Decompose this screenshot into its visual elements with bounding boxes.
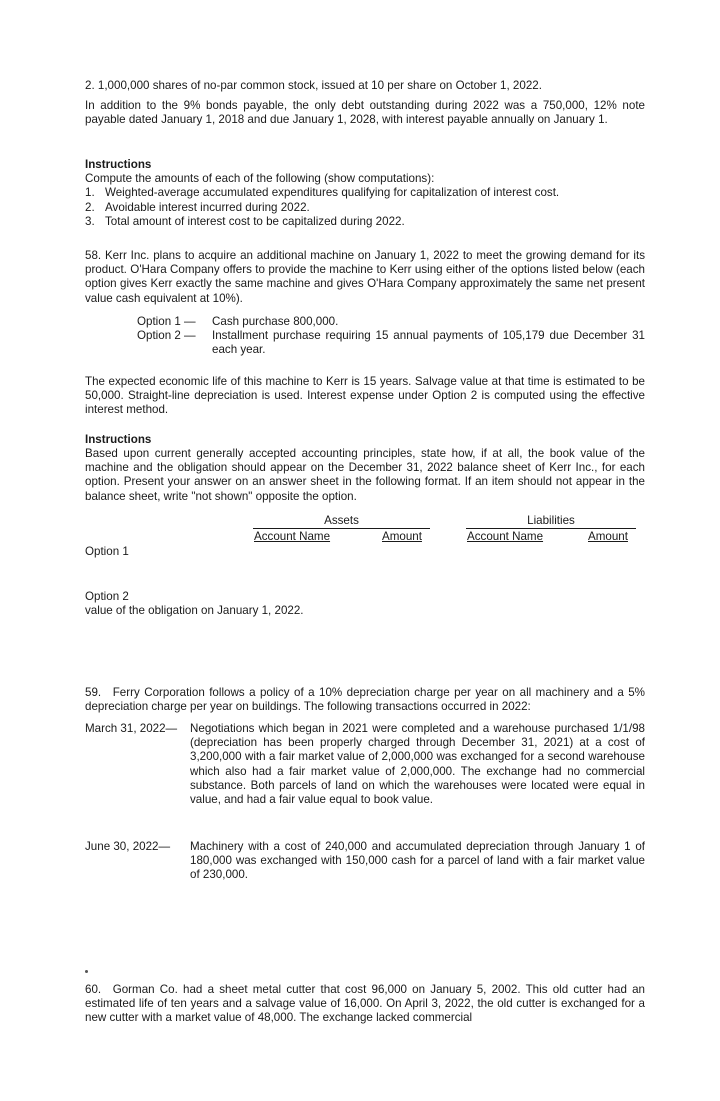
list-text: Avoidable interest incurred during 2022. (105, 200, 310, 214)
transaction-text: Machinery with a cost of 240,000 and accumulated depreciation through January 1 of 180,000 was exchanged with 150,000 cash for a parcel of land with a fair market value of 230,000. (190, 840, 645, 882)
option-2-note: value of the obligation on January 1, 2022. (85, 604, 304, 617)
column-header: Account Name (467, 530, 544, 543)
liabilities-rule (466, 528, 636, 529)
list-text: Weighted-average accumulated expenditures qualifying for capitalization of interest cost. (105, 186, 560, 200)
list-number: 3. (85, 214, 95, 228)
column-header: Amount (382, 530, 422, 543)
assets-header: Assets (324, 514, 359, 527)
transaction-june (85, 840, 645, 883)
problem-58-intro: 58. Kerr Inc. plans to acquire an additional machine on January 1, 2022 to meet the growing demand for its product. O'Hara Company offers to provide the machine to Kerr using either of the options listed below (each option gives Kerr exactly the same machine and gives O'Hara Company approximately the same net present value cash equivalent at 10%). (85, 249, 645, 305)
problem-item-2: 2. 1,000,000 shares of no-par common stock, issued at 10 per share on October 1, 2022. (85, 79, 542, 92)
instructions-heading: Instructions (85, 158, 152, 171)
column-header: Account Name (254, 530, 331, 543)
row-label-option-1: Option 1 (85, 545, 129, 558)
list-item (85, 201, 645, 215)
debt-paragraph: In addition to the 9% bonds payable, the only debt outstanding during 2022 was a 750,000, 12% note payable dated January 1, 2018 and due January 1, 2028, with interest payable annually on January 1. (85, 99, 645, 127)
problem-60: 60. Gorman Co. had a sheet metal cutter that cost 96,000 on January 5, 2002. This old cutter had an estimated life of ten years and a salvage value of 16,000. On April 3, 2022, the old cutter is exchanged for a new cutter with a market value of 48,000. The exchange lacked commercial (85, 983, 645, 1025)
row-label-option-2: Option 2 (85, 590, 129, 603)
option-label: Option 1 — (137, 315, 196, 328)
option-text: Cash purchase 800,000. (212, 315, 339, 328)
list-number: 2. (85, 200, 95, 214)
list-item (85, 215, 645, 229)
list-text: Total amount of interest cost to be capitalized during 2022. (105, 214, 405, 228)
liabilities-header: Liabilities (527, 514, 575, 527)
option-row (137, 329, 645, 357)
transaction-date: March 31, 2022— (85, 722, 178, 735)
stray-mark (85, 970, 88, 973)
option-text: Installment purchase requiring 15 annual payments of 105,179 due December 31 each year. (212, 329, 645, 357)
option-label: Option 2 — (137, 329, 196, 343)
transaction-date: June 30, 2022— (85, 840, 171, 853)
instructions-heading-2: Instructions (85, 433, 152, 446)
list-number: 1. (85, 186, 95, 200)
options-list (137, 315, 645, 358)
problem-59-intro: 59. Ferry Corporation follows a policy of a 10% depreciation charge per year on all machinery and a 5% depreciation charge per year on buildings. The following transactions occurred in 2022: (85, 686, 645, 714)
list-item (85, 186, 645, 200)
transaction-text: Negotiations which began in 2021 were completed and a warehouse purchased 1/1/98 (depreciation has been properly charged through December 31, 2021) at a cost of 3,200,000 with a fair market value of 2,000,000 was exchanged for a second warehouse which also had a fair market value of 2,000,000. The exchange had no commercial substance. Both parcels of land on which the warehouses were located were equal in value, and had a fair value equal to book value. (190, 722, 645, 807)
transaction-march (85, 722, 645, 807)
assets-rule (253, 528, 430, 529)
instructions-block-1 (85, 158, 645, 229)
instructions-intro: Compute the amounts of each of the following (show computations): (85, 172, 435, 186)
column-header: Amount (588, 530, 628, 543)
instructions-text-2: Based upon current generally accepted accounting principles, state how, if at all, the book value of the machine and the obligation should appear on the December 31, 2022 balance sheet of Kerr Inc., for each option. Present your answer on an answer sheet in the following format. If an item should not appear in the balance sheet, write "not shown" opposite the option. (85, 447, 645, 503)
option-row (137, 315, 645, 329)
machine-life-paragraph: The expected economic life of this machine to Kerr is 15 years. Salvage value at that time is estimated to be 50,000. Straight-line depreciation is used. Interest expense under Option 2 is computed using the effective interest method. (85, 375, 645, 417)
